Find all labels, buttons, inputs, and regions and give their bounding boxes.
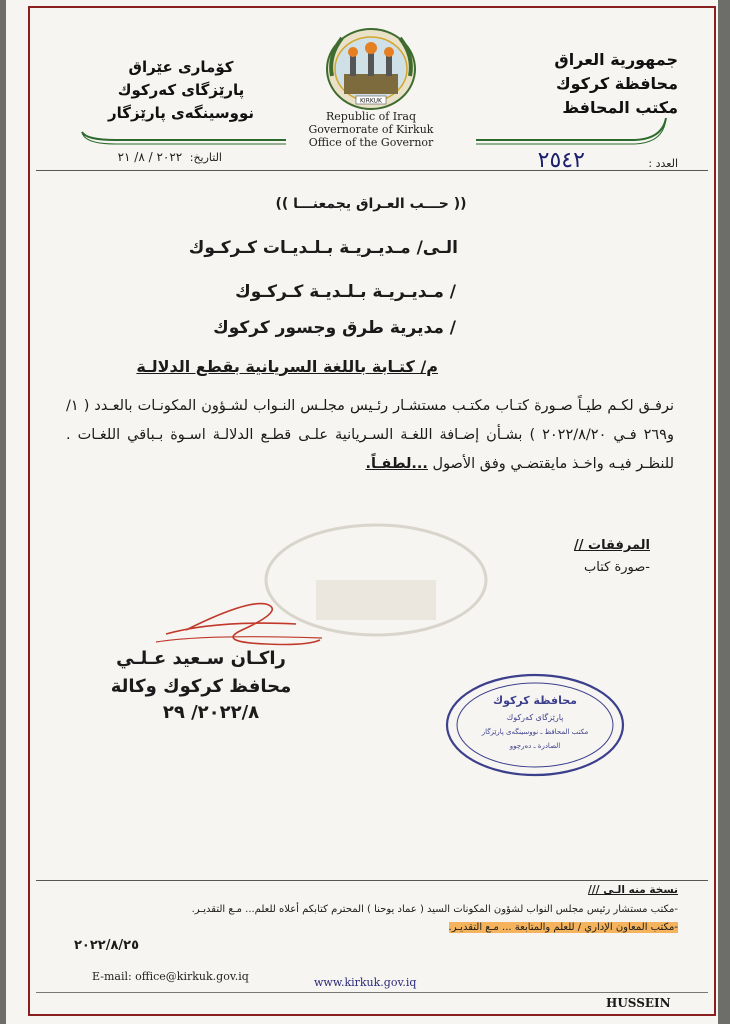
stamp-text: پارێزگای كەركوك bbox=[506, 713, 564, 722]
number-value: ٢٥٤٢ bbox=[537, 148, 585, 173]
letter-subject: م/ كتـابة باللغة السريانية بقطع الدلالـة bbox=[136, 357, 438, 376]
attachments-title: المرفقات // bbox=[574, 538, 650, 553]
recipient-line: الـى/ مـديـريـة بـلـديـات كـركـوك bbox=[188, 238, 458, 258]
stamp-text: مكتب المحافظ ـ نووسینگەی پارێزگار bbox=[481, 728, 589, 736]
footer-rule bbox=[36, 992, 708, 993]
recipient-line: / مديرية طرق وجسور كركوك bbox=[213, 318, 456, 338]
signer-name: راكـان سـعيد عـلـي bbox=[116, 648, 286, 669]
stamp-text: الصادرة ـ دەرچوو bbox=[509, 742, 561, 750]
copies-line-text: -مكتب المعاون الإداري / للعلم والمتابعة ... مـع التقديـر. bbox=[448, 922, 678, 933]
header-english-line: Republic of Iraq bbox=[325, 110, 417, 123]
stamp-text: محافظة كركوك bbox=[493, 694, 577, 707]
copies-title: نسخة منه الـى /// bbox=[588, 884, 678, 896]
signature-date: ٢٠٢٢/٨/ ٢٩ bbox=[162, 702, 260, 723]
copies-line bbox=[76, 922, 678, 933]
header-decorative-rule bbox=[76, 96, 676, 156]
slogan: (( حـــب العـراق يجمعنـــا )) bbox=[275, 196, 467, 212]
header-english-line: Office of the Governor bbox=[308, 136, 434, 149]
recipient-line: / مـديـريـة بـلـديـة كـركـوك bbox=[235, 282, 456, 302]
copies-line bbox=[76, 904, 678, 915]
emblem-text: KIRKUK bbox=[360, 97, 382, 105]
header-arabic-line: مكتب المحافظ bbox=[562, 98, 678, 117]
signer-title: محافظ كركوك وكالة bbox=[110, 676, 292, 697]
footer-email: E-mail: office@kirkuk.gov.iq bbox=[92, 970, 249, 983]
typed-date: ٢٠٢٢/٨/٢٥ bbox=[74, 938, 140, 953]
date-value: ٢٠٢٢ / ٨/ ٢١ bbox=[117, 150, 183, 164]
official-stamp bbox=[442, 670, 628, 780]
letter-date bbox=[72, 150, 222, 164]
letter-body-text: نرفـق لكـم طيـاً صـورة كتـاب مكتـب مستشـار رئـيس مجلـس النـواب لشـؤون المكونـات بالعـدد ( ١/ و٢٦٩ فـي ٢٠٢٢/٨/٢٠ ) بشـأن إضـافة اللغـة السـريانية علـى قطـع الدلالـة اسـوة بـباقي اللغـات . للنظـر فيـه واخـذ مايقتضـي وفق الأصول bbox=[66, 398, 674, 472]
document-sheet bbox=[6, 0, 718, 1024]
header-kurdish-line: نووسینگەی پارێزگار bbox=[107, 104, 254, 122]
copies-divider bbox=[36, 880, 708, 881]
header-divider bbox=[36, 170, 708, 171]
header-kurdish-line: پارێزگای كەركوك bbox=[117, 81, 245, 99]
header-english-line: Governorate of Kirkuk bbox=[308, 123, 434, 136]
attachment-item: -صورة كتاب bbox=[584, 560, 650, 575]
copies-line-text: -مكتب مستشار رئيس مجلس النواب لشؤون المكونات السيد ( عماد يوحنا ) المحترم كتابكم أعلاه للعلم... مـع التقديـر. bbox=[191, 904, 678, 915]
header-arabic-line: محافظة كركوك bbox=[555, 74, 678, 93]
header-kurdish-line: كۆمارى عێراق bbox=[128, 58, 234, 76]
header-arabic-line: جمهورية العراق bbox=[554, 50, 678, 69]
number-label: العدد : bbox=[648, 157, 678, 170]
footer-website: www.kirkuk.gov.iq bbox=[314, 976, 417, 989]
letter-body-closing: ...لطفـاً. bbox=[365, 456, 428, 472]
typist-name: HUSSEIN bbox=[606, 996, 671, 1010]
letter-body bbox=[66, 392, 674, 479]
date-label: التاريخ: bbox=[189, 151, 222, 164]
